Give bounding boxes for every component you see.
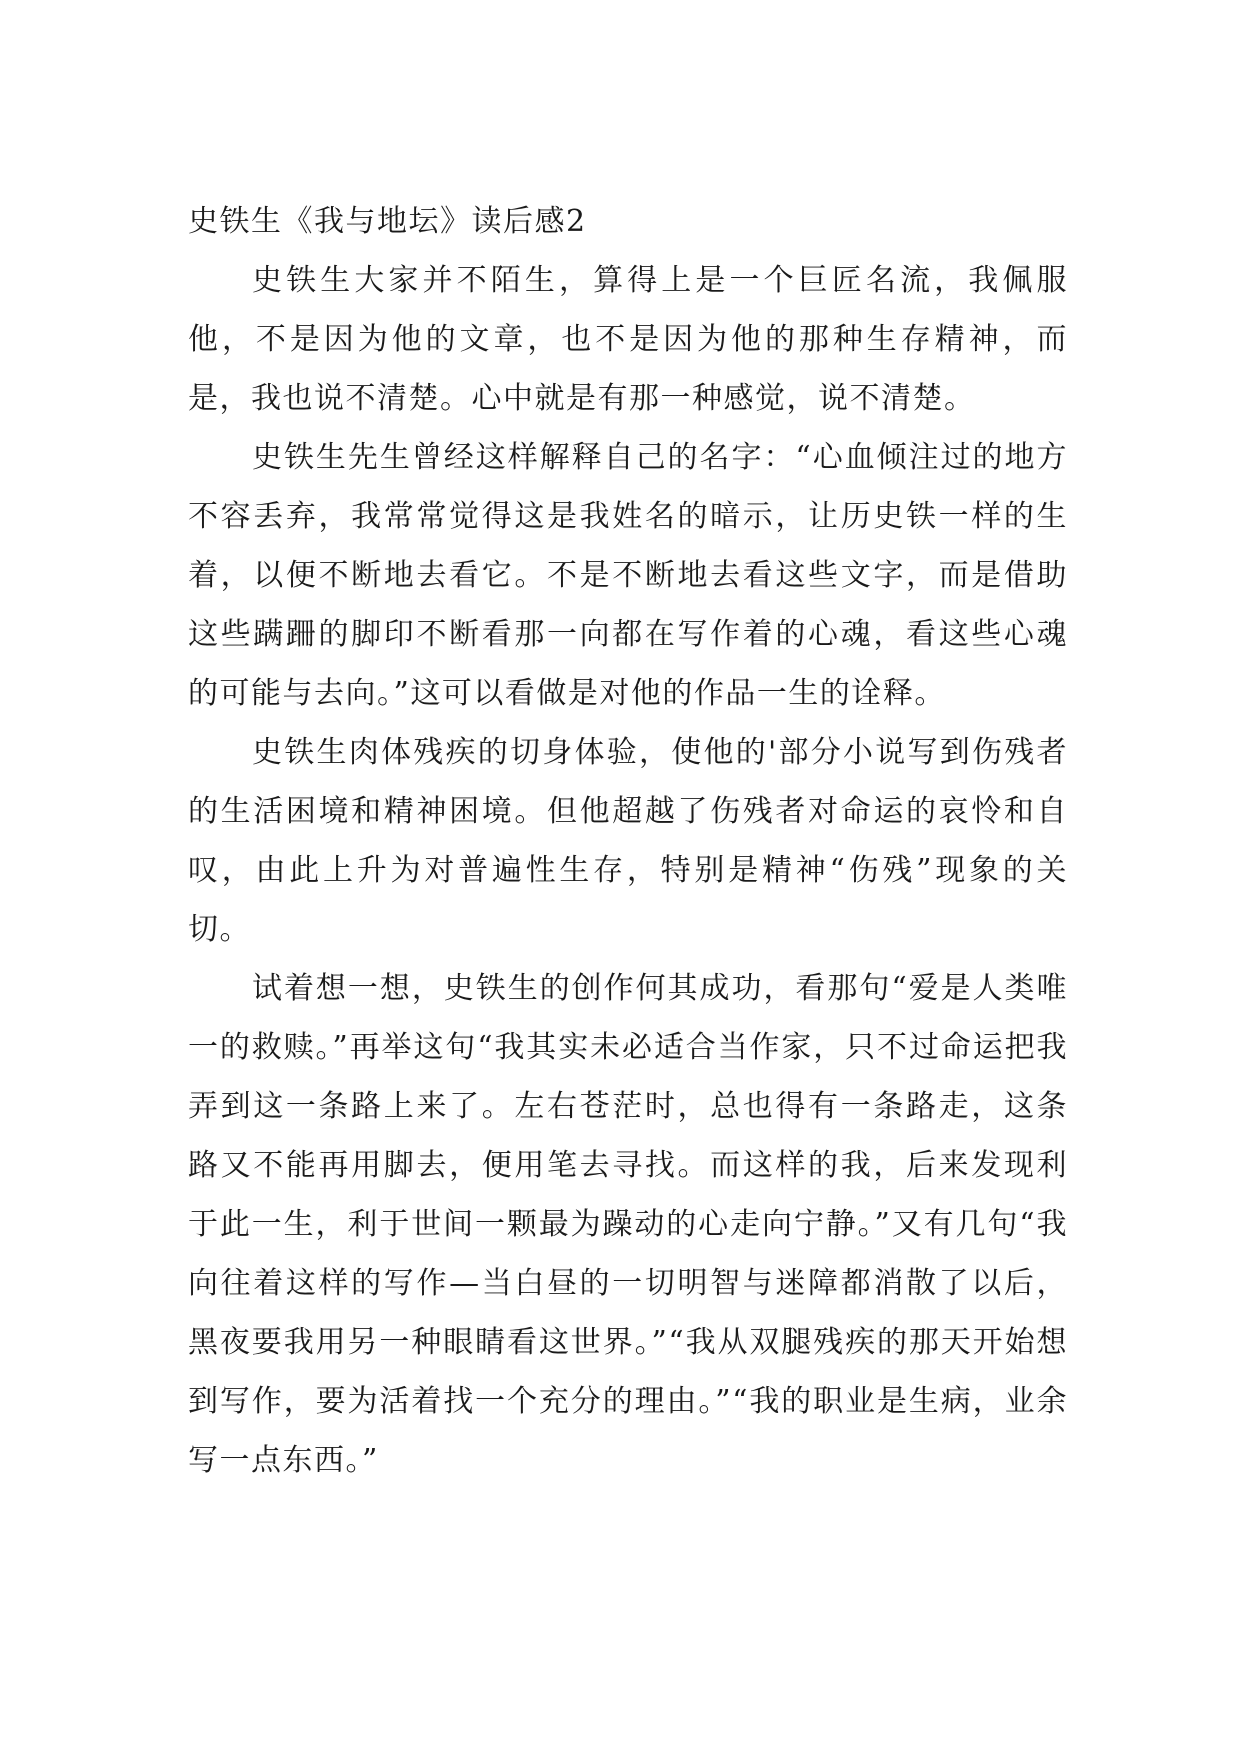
paragraph: 史铁生肉体残疾的切身体验，使他的'部分小说写到伤残者的生活困境和精神困境。但他超越了伤残者对命运的哀怜和自叹，由此上升为对普遍性生存，特别是精神“伤残”现象的关切。 xyxy=(188,735,1068,947)
paragraph: 史铁生大家并不陌生，算得上是一个巨匠名流，我佩服他，不是因为他的文章，也不是因为他的那种生存精神，而是，我也说不清楚。心中就是有那一种感觉，说不清楚。 xyxy=(188,263,1068,416)
paragraph: 史铁生先生曾经这样解释自己的名字：“心血倾注过的地方不容丢弃，我常常觉得这是我姓名的暗示，让历史铁一样的生着，以便不断地去看它。不是不断地去看这些文字，而是借助这些蹒跚的脚印不断看那一向都在写作着的心魂，看这些心魂的可能与去向。”这可以看做是对他的作品一生的诠释。 xyxy=(188,440,1068,711)
paragraph: 试着想一想，史铁生的创作何其成功，看那句“爱是人类唯一的救赎。”再举这句“我其实未必适合当作家，只不过命运把我弄到这一条路上来了。左右苍茫时，总也得有一条路走，这条路又不能再用脚去，便用笔去寻找。而这样的我，后来发现利于此一生，利于世间一颗最为躁动的心走向宁静。”又有几句“我向往着这样的写作—当白昼的一切明智与迷障都消散了以后，黑夜要我用另一种眼睛看这世界。”“我从双腿残疾的那天开始想到写作，要为活着找一个充分的理由。”“我的职业是生病，业余写一点东西。” xyxy=(188,971,1068,1478)
document-body xyxy=(188,192,1068,1490)
document-title: 史铁生《我与地坛》读后感2 xyxy=(188,204,587,239)
